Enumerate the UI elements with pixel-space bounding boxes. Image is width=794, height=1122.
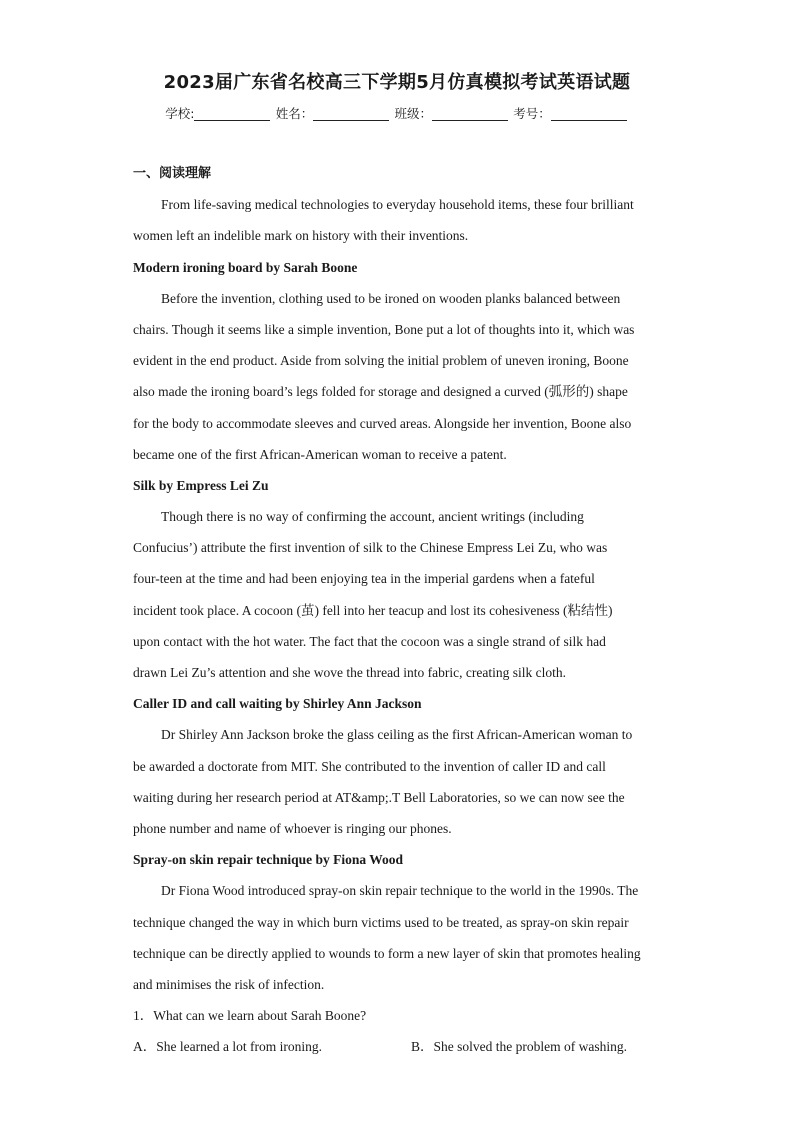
passage-line: for the body to accommodate sleeves and curved areas. Alongside her invention, Boone also <box>133 415 632 431</box>
passage-line: upon contact with the hot water. The fact that the cocoon was a single strand of silk had <box>133 633 606 649</box>
school-label: 学校: <box>165 106 195 121</box>
passage-line: technique can be directly applied to wounds to form a new layer of skin that promotes healing <box>133 945 641 961</box>
name-blank[interactable] <box>313 106 389 121</box>
passage-line: Confucius’) attribute the first invention of silk to the Chinese Empress Lei Zu, who was <box>133 540 608 556</box>
name-label: 姓名： <box>275 106 314 121</box>
question-stem: 1．What can we learn about Sarah Boone? <box>133 1008 367 1024</box>
passage-line: evident in the end product. Aside from solving the initial problem of uneven ironing, Boone <box>133 353 629 369</box>
option-a[interactable]: A．She learned a lot from ironing. <box>133 1039 322 1055</box>
section-title: 一、阅读理解 <box>133 166 212 181</box>
passage-line: technique changed the way in which burn victims used to be treated, as spray-on skin repair <box>133 914 629 930</box>
page-title: 2023届广东省名校高三下学期5月仿真模拟考试英语试题 <box>163 72 631 93</box>
passage-line: became one of the first African-American woman to receive a patent. <box>133 446 507 462</box>
passage-line: Dr Fiona Wood introduced spray-on skin repair technique to the world in the 1990s. The <box>161 883 639 899</box>
passage-line: and minimises the risk of infection. <box>133 976 325 992</box>
passage-line: chairs. Though it seems like a simple invention, Bone put a lot of thoughts into it, which was <box>133 321 635 337</box>
passage-line: drawn Lei Zu’s attention and she wove the thread into fabric, creating silk cloth. <box>133 665 566 680</box>
passage-heading: Silk by Empress Lei Zu <box>133 477 269 493</box>
passage-heading: Caller ID and call waiting by Shirley Ann Jackson <box>133 696 422 712</box>
intro-line: women left an indelible mark on history with their inventions. <box>133 228 469 244</box>
passage-heading: Spray-on skin repair technique by Fiona Wood <box>133 852 404 868</box>
passage-heading: Modern ironing board by Sarah Boone <box>133 259 358 275</box>
number-blank[interactable] <box>551 106 627 121</box>
class-label: 班级： <box>394 106 432 121</box>
passage-line: Dr Shirley Ann Jackson broke the glass ceiling as the first African-American woman to <box>161 727 633 743</box>
passage-line: also made the ironing board’s legs folded for storage and designed a curved (弧形的) shape <box>133 384 628 400</box>
passage-line: waiting during her research period at AT&amp;.T Bell Laboratories, so we can now see the <box>133 789 625 805</box>
passage-line: incident took place. A cocoon (茧) fell into her teacup and lost its cohesiveness (粘结性) <box>133 602 613 618</box>
class-blank[interactable] <box>432 106 508 121</box>
student-info-row <box>0 104 794 122</box>
school-blank[interactable] <box>194 106 270 121</box>
reading-section <box>133 163 663 1067</box>
passage-line: phone number and name of whoever is ringing our phones. <box>133 820 452 836</box>
option-b[interactable]: B．She solved the problem of washing. <box>411 1039 627 1055</box>
passage-line: be awarded a doctorate from MIT. She contributed to the invention of caller ID and call <box>133 758 606 774</box>
passage-line: four-teen at the time and had been enjoying tea in the imperial gardens when a fateful <box>133 571 595 587</box>
question-options <box>133 1036 663 1067</box>
intro-line: From life-saving medical technologies to everyday household items, these four brilliant <box>161 197 634 213</box>
number-label: 考号： <box>513 106 551 121</box>
passage-line: Though there is no way of confirming the account, ancient writings (including <box>161 509 584 525</box>
passage-line: Before the invention, clothing used to be ironed on wooden planks balanced between <box>161 290 621 306</box>
